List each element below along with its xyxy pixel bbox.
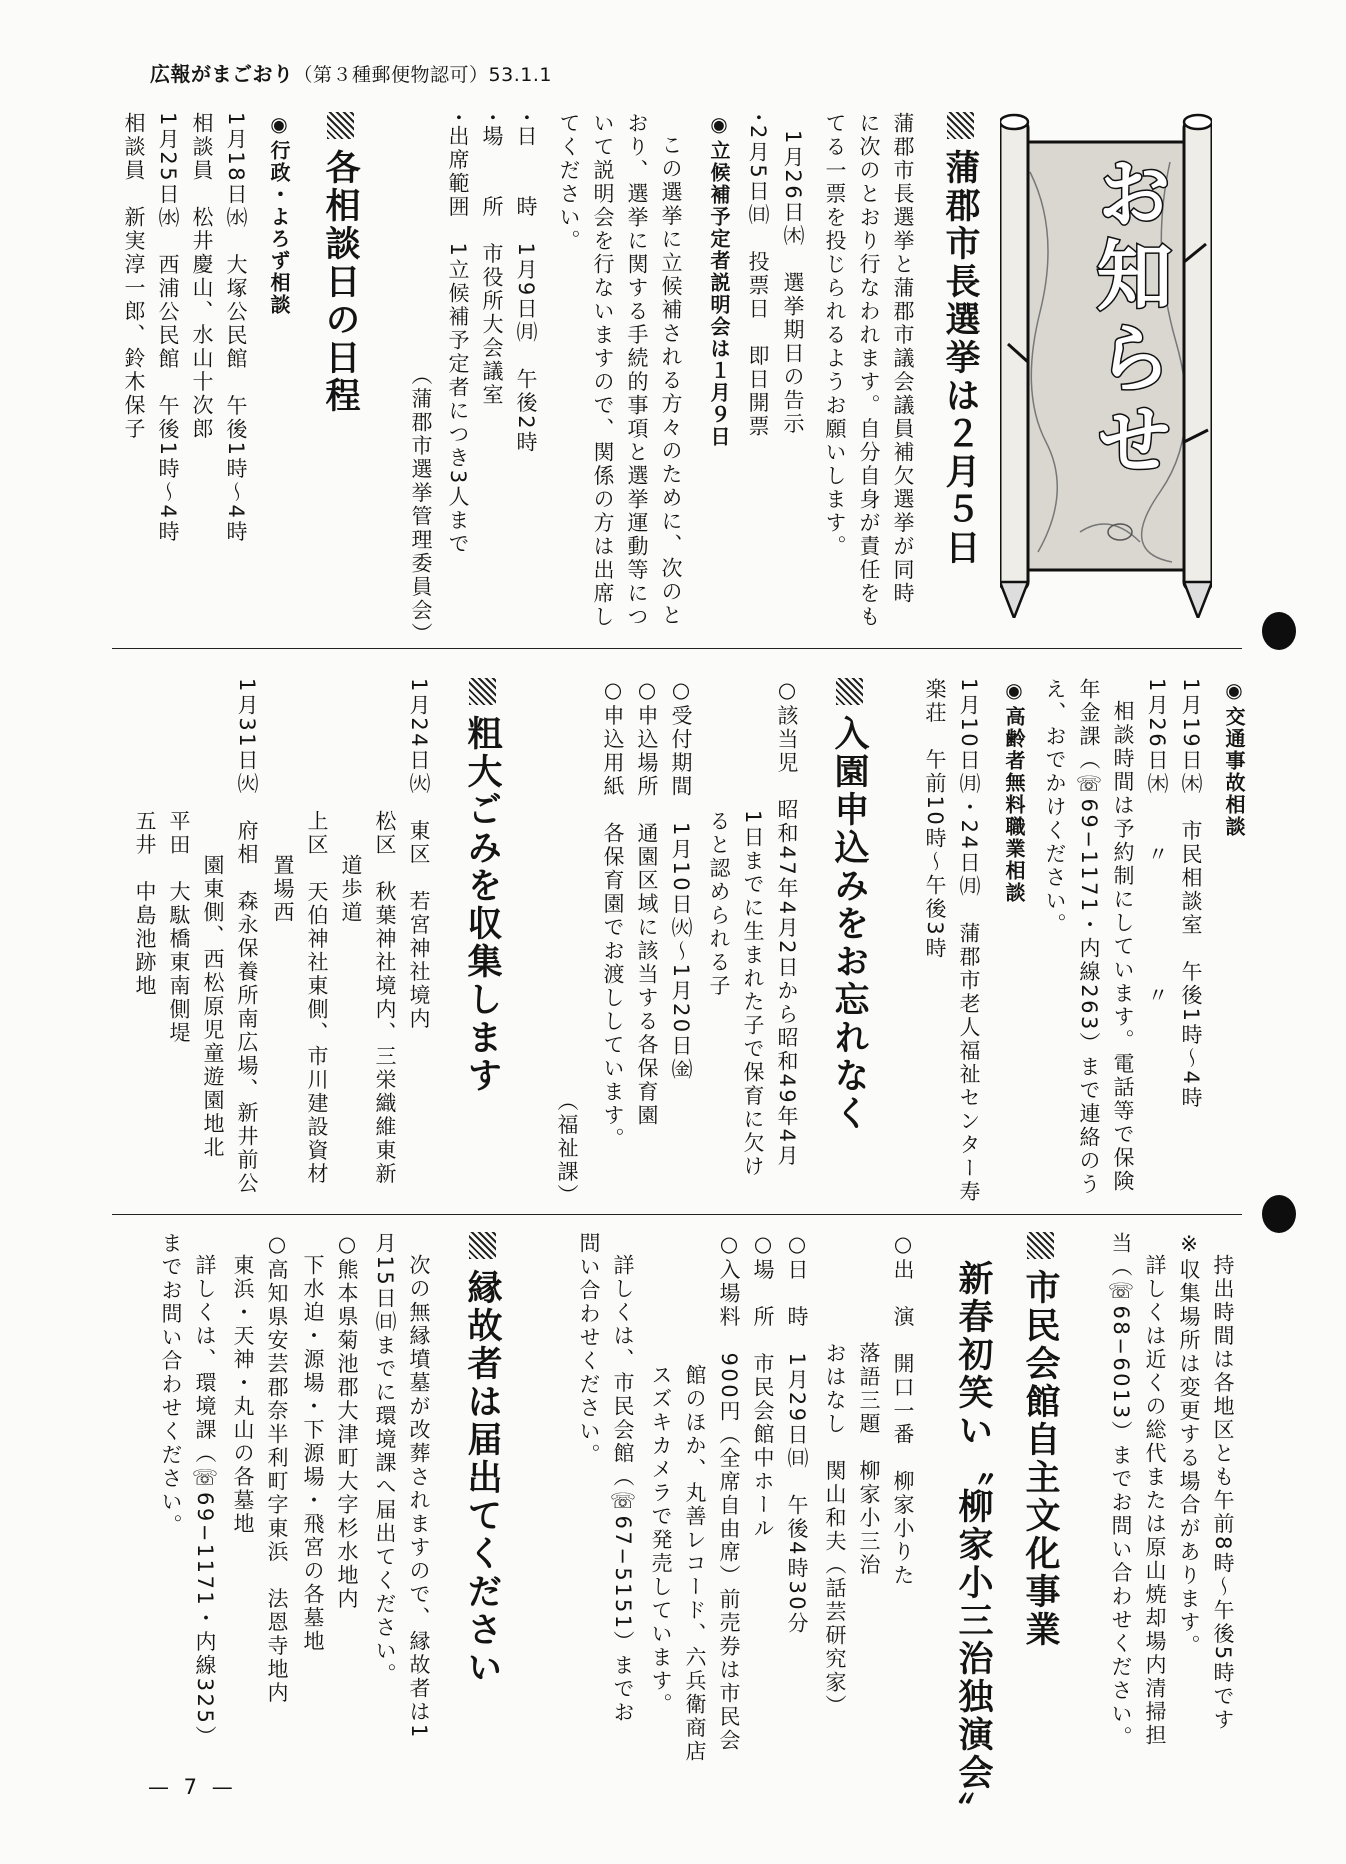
briefing-detail-1: ･日 時 1月9日㈪ 午後2時	[514, 112, 538, 455]
elderly-jobs-line-2: 楽荘 午前10時〜午後3時	[923, 678, 947, 961]
nursery-source: （福祉課）	[555, 1090, 579, 1208]
culture-line-7: 館のほか、丸善レコード、六兵衛商店	[683, 1364, 707, 1764]
briefing-heading: ◉ 立候補予定者説明会は１月９日	[705, 112, 734, 448]
heading-mark-icon	[327, 112, 354, 139]
briefing-text-1: この選挙に立候補される方々のために、次のと	[659, 134, 683, 628]
heading-mark-icon	[1027, 1232, 1054, 1259]
general-consult-line-2: 相談員 松井慶山、水山十次郎	[190, 112, 214, 441]
elderly-jobs-line-1: 1月10日㈪・24日㈪ 蒲郡市老人福祉センター寿	[957, 678, 981, 1204]
garbage-heading: 粗大ごみを収集します	[457, 678, 507, 1095]
general-consult-line-3: 1月25日㈬ 西浦公民館 午後1時〜4時	[156, 112, 180, 544]
masthead	[150, 58, 552, 87]
briefing-detail-3: ･出席範囲 1立候補予定者につき3人まで	[446, 112, 470, 557]
garbage-line-5: 置場西	[271, 854, 295, 925]
relatives-line-2: 月15日㈰までに環境課へ届出てください。	[373, 1232, 397, 1687]
heading-mark-icon	[469, 1232, 496, 1259]
divider-lower	[112, 1214, 1242, 1215]
nursery-line-4: ○受付期間 1月10日㈫〜1月20日㈮	[669, 678, 693, 1082]
nursery-line-2: 1日までに生まれた子で保育に欠け	[741, 810, 765, 1179]
traffic-heading: ◉ 交通事故相談	[1220, 678, 1249, 838]
relatives-line-5: ○高知県安芸郡奈半利町字東浜 法恩寺地内	[265, 1232, 289, 1705]
traffic-line-2: 1月26日㈭ 〃 〃	[1145, 678, 1169, 1008]
bottom-band	[0, 1232, 1346, 1830]
relatives-line-7: 詳しくは、環境課（☏69−1171・内線325）	[193, 1254, 217, 1749]
consultation-heading: 各相談日の日程	[315, 112, 365, 415]
registration-dot-lower	[1262, 1195, 1296, 1233]
election-intro-2: に次のとおり行なわれます。自分自身が責任をも	[857, 112, 881, 629]
nursery-line-6: ○申込用紙 各保育園でお渡ししています。	[601, 678, 625, 1151]
election-source: （蒲郡市選挙管理委員会）	[409, 364, 433, 646]
garbage-note-1: 持出時間は各地区とも午前8時〜午後5時です	[1211, 1254, 1235, 1733]
heading-mark-icon	[836, 678, 863, 705]
briefing-text-3: いて説明会を行ないますので、関係の方は出席し	[591, 112, 615, 629]
culture-line-3: おはなし 関山和夫（話芸研究家）	[823, 1342, 847, 1718]
traffic-line-1: 1月19日㈭ 市民相談室 午後1時〜4時	[1179, 678, 1203, 1110]
banner-title: お知らせ	[1084, 154, 1173, 482]
election-intro-1: 蒲郡市長選挙と蒲郡市議会議員補欠選挙が同時	[891, 112, 915, 606]
middle-band	[0, 678, 1346, 1208]
page-number: — 7 —	[148, 1775, 237, 1799]
garbage-line-1: 1月24日㈫ 東区 若宮神社境内	[407, 678, 431, 1032]
election-section	[0, 112, 1346, 646]
garbage-line-7: 園東側、西松原児童遊園地北	[201, 854, 225, 1160]
relatives-line-8: までお問い合わせください。	[159, 1232, 183, 1538]
election-intro-3: てる一票を投じられるようお願いします。	[823, 112, 847, 559]
culture-line-10: 問い合わせください。	[577, 1232, 601, 1467]
garbage-line-9: 五井 中島池跡地	[133, 810, 157, 998]
elderly-jobs-heading: ◉ 高齢者無料職業相談	[1000, 678, 1029, 904]
masthead-name: 広報がまごおり	[150, 62, 294, 86]
garbage-note-4: 当（☏68−6013）までお問い合わせください。	[1109, 1232, 1133, 1750]
briefing-text-4: てください。	[557, 112, 581, 253]
garbage-note-2: ※収集場所は変更する場合があります。	[1177, 1232, 1201, 1658]
garbage-line-8: 平田 大駄橋東南側堤	[167, 810, 191, 1045]
divider-upper	[112, 648, 1242, 649]
heading-mark-icon	[947, 112, 974, 139]
general-consult-line-1: 1月18日㈬ 大塚公民館 午後1時〜4時	[224, 112, 248, 544]
briefing-detail-2: ･場 所 市役所大会議室	[480, 112, 504, 407]
culture-line-6: ○入場料 900円（全席自由席）前売券は市民会	[717, 1232, 741, 1753]
culture-subheading: 新春初笑い〝柳家小三治独演会〟	[953, 1260, 993, 1830]
heading-mark-icon	[469, 678, 496, 705]
culture-line-1: ○出 演 開口一番 柳家小りた	[891, 1232, 915, 1588]
election-heading: 蒲郡市長選挙は２月５日	[935, 112, 985, 567]
culture-line-2: 落語三題 柳家小三治	[857, 1342, 881, 1577]
relatives-heading: 縁故者は届出てください	[457, 1232, 507, 1687]
culture-heading: 市民会館自主文化事業	[1015, 1232, 1065, 1649]
garbage-line-6: 1月31日㈫ 府相 森永保養所南広場、新井前公	[235, 678, 259, 1196]
relatives-line-6: 東浜・天神・丸山の各墓地	[231, 1254, 255, 1536]
briefing-text-2: おり、選挙に関する手続的事項と選挙運動等につ	[625, 112, 649, 629]
relatives-line-4: 下水迫・源場・下源場・飛宮の各墓地	[301, 1254, 325, 1654]
general-consult-line-4: 相談員 新実淳一郎、鈴木保子	[122, 112, 146, 441]
nursery-heading: 入園申込みをお忘れなく	[824, 678, 874, 1133]
traffic-line-5: え、おでかけください。	[1043, 678, 1067, 937]
relatives-line-3: ○熊本県菊池郡大津町大字杉水地内	[335, 1232, 359, 1611]
nursery-line-1: ○該当児 昭和47年4月2日から昭和49年4月	[775, 678, 799, 1169]
election-schedule-2: ･2月5日㈰ 投票日 即日開票	[746, 112, 770, 439]
general-consult-heading: ◉ 行政・よろず相談	[265, 112, 294, 316]
culture-line-5: ○場 所 市民会館中ホール	[751, 1232, 775, 1541]
masthead-note: （第３種郵便物認可）	[293, 64, 489, 86]
traffic-line-4: 年金課（☏69−1171・内線263）まで連絡のう	[1077, 678, 1101, 1197]
traffic-line-3: 相談時間は予約制にしています。電話等で保険	[1111, 700, 1135, 1194]
nursery-line-3: ると認められる子	[707, 810, 731, 998]
garbage-note-3: 詳しくは近くの総代または原山焼却場内清掃担	[1143, 1254, 1167, 1748]
garbage-line-2: 松区 秋葉神社境内、三栄織維東新	[373, 810, 397, 1186]
garbage-line-4: 上区 天伯神社東側、市川建設資材	[305, 810, 329, 1186]
relatives-line-1: 次の無縁墳墓が改葬されますので、縁故者は1	[407, 1254, 431, 1740]
culture-line-8: スズキカメラで発売しています。	[649, 1364, 673, 1717]
culture-line-9: 詳しくは、市民会館（☏67−5151）までお	[611, 1254, 635, 1725]
election-schedule-1: 1月26日㈭ 選挙期日の告示	[781, 130, 805, 437]
garbage-line-3: 道歩道	[339, 854, 363, 925]
culture-line-4: ○日 時 1月29日㈰ 午後4時30分	[785, 1232, 809, 1636]
nursery-line-5: ○申込場所 通園区域に該当する各保育園	[635, 678, 659, 1128]
masthead-date: 53.1.1	[488, 64, 552, 86]
